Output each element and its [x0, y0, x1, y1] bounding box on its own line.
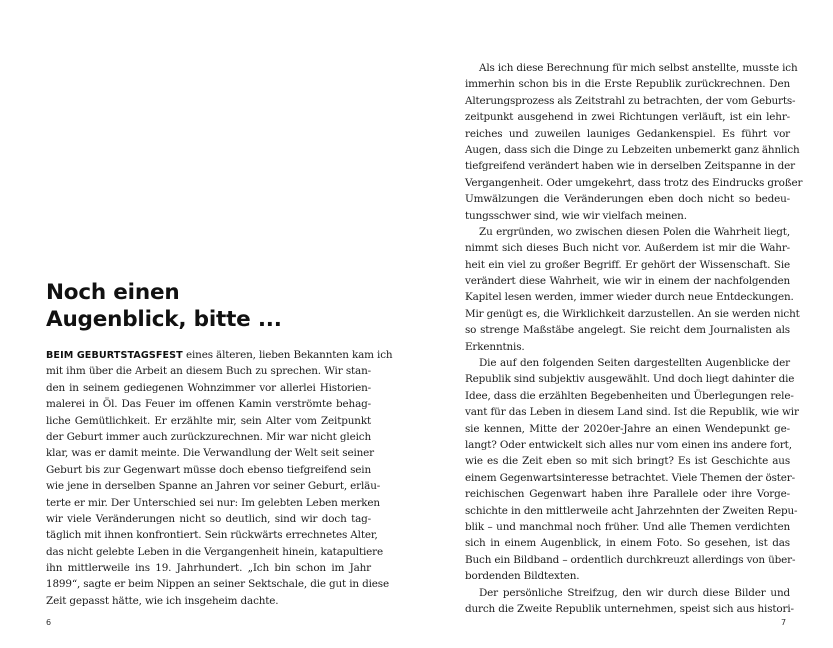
body-line: einem Gegenwartsinteresse betrachtet. Viele Themen der öster-	[465, 471, 795, 484]
body-line: mit ihm über die Arbeit an diesem Buch zu sprechen. Wir stan-	[46, 365, 371, 378]
body-line: Umwälzungen die Veränderungen eben doch nicht so bedeu-	[465, 193, 790, 206]
body-line: heit ein viel zu großer Begriff. Er gehört der Wissenschaft. Sie	[465, 258, 790, 271]
body-line: durch die Zweite Republik unternehmen, speist sich aus histori-	[465, 602, 794, 615]
body-line: schichte in den mittlerweile acht Jahrzehnten der Zweiten Repu-	[465, 504, 798, 517]
body-line: Vergangenheit. Oder umgekehrt, dass trotz des Eindrucks großer	[465, 176, 803, 189]
body-line: wie jene in derselben Spanne an Jahren vor seiner Geburt, erläu-	[46, 480, 381, 493]
body-line: täglich mit ihnen konfrontiert. Sein rückwärts errechnetes Alter,	[46, 529, 378, 542]
body-line: bordenden Bildtexten.	[465, 570, 580, 583]
page-number-right: 7	[781, 618, 787, 627]
body-line: klar, was er damit meinte. Die Verwandlung der Welt seit seiner	[46, 447, 374, 460]
body-line: Augen, dass sich die Dinge zu Lebzeiten unbemerkt ganz ähnlich	[465, 143, 800, 156]
left-body-text	[46, 347, 393, 609]
body-line: ihn mittlerweile ins 19. Jahrhundert. „Ich bin schon im Jahr	[46, 562, 371, 575]
body-line: Zeit gepasst hätte, wie ich insgeheim dachte.	[46, 594, 279, 607]
body-line: immerhin schon bis in die Erste Republik zurückrechnen. Den	[465, 78, 790, 91]
body-line: sie kennen, Mitte der 2020er-Jahre an einen Wendepunkt ge-	[465, 422, 790, 435]
body-line: der Geburt immer auch zurückzurechnen. Mir war nicht gleich	[46, 430, 371, 443]
body-line: Als ich diese Berechnung für mich selbst anstellte, musste ich	[479, 62, 798, 74]
chapter-title-line-2: Augenblick, bitte ...	[46, 307, 282, 332]
body-line: wir viele Veränderungen nicht so deutlich, sind wir doch tag-	[46, 512, 371, 525]
body-line: Kapitel lesen werden, immer wieder durch neue Entdeckungen.	[465, 291, 794, 304]
body-line: den in seinem gediegenen Wohnzimmer vor allerlei Historien-	[46, 381, 371, 394]
right-body-text	[465, 60, 803, 617]
body-line: Alterungsprozess als Zeitstrahl zu betrachten, der vom Geburts-	[465, 94, 796, 107]
body-line: Der persönliche Streifzug, den wir durch diese Bilder und	[479, 586, 790, 599]
body-line: blik – und manchmal noch früher. Und alle Themen verdichten	[465, 520, 790, 533]
body-line: das nicht gelebte Leben in die Vergangenheit hinein, katapultiere	[46, 545, 383, 558]
body-line: verändert diese Wahrheit, wie wir in einem der nachfolgenden	[465, 275, 790, 288]
chapter-title-line-1: Noch einen	[46, 280, 180, 305]
body-line: Geburt bis zur Gegenwart müsse doch ebenso tiefgreifend sein	[46, 463, 371, 476]
body-line: Zu ergründen, wo zwischen diesen Polen die Wahrheit liegt,	[479, 225, 790, 238]
body-line: reiches und zuweilen launiges Gedankenspiel. Es führt vor	[465, 127, 790, 140]
paragraph	[465, 355, 799, 584]
body-line: Republik sind subjektiv ausgewählt. Und doch liegt dahinter die	[465, 373, 795, 386]
body-line: Erkenntnis.	[465, 340, 525, 353]
body-line-first	[46, 347, 393, 363]
body-line: sich in einem Augenblick, in einem Foto. So gesehen, ist das	[465, 537, 790, 550]
paragraph	[465, 585, 794, 618]
body-line: vant für das Leben in diesem Land sind. Ist die Republik, wie wir	[465, 406, 799, 419]
body-line: Buch ein Bildband – ordentlich durchkreuzt allerdings von über-	[465, 553, 796, 566]
body-line: langt? Oder entwickelt sich alles nur vom einen ins andere fort,	[465, 438, 792, 451]
body-line: 1899“, sagte er beim Nippen an seiner Sektschale, die gut in diese	[46, 578, 389, 591]
body-line: reichischen Gegenwart haben ihre Parallele oder ihre Vorge-	[465, 488, 790, 501]
body-line: Die auf den folgenden Seiten dargestellten Augenblicke der	[479, 357, 790, 370]
body-line: Idee, dass die erzählten Begebenheiten und Überlegungen rele-	[465, 389, 794, 402]
body-line: wie es die Zeit eben so mit sich bringt? Es ist Geschichte aus	[465, 455, 790, 468]
page-number-left: 6	[46, 618, 52, 627]
body-line: so strenge Maßstäbe angelegt. Sie reicht dem Journalisten als	[465, 324, 790, 337]
lead-in-text: BEIM GEBURTSTAGSFEST	[46, 350, 183, 361]
body-line: zeitpunkt ausgehend in zwei Richtungen verläuft, ist ein lehr-	[465, 111, 790, 124]
first-line-text: eines älteren, lieben Bekannten kam ich	[182, 349, 393, 361]
body-line: nimmt sich dieses Buch nicht vor. Außerdem ist mir die Wahr-	[465, 242, 790, 255]
body-line: tungsschwer sind, wie wir vielfach meinen.	[465, 209, 687, 222]
body-line: malerei in Öl. Das Feuer im offenen Kamin verströmte behag-	[46, 398, 371, 411]
chapter-title	[46, 279, 386, 333]
body-line: Mir genügt es, die Wirklichkeit darzustellen. An sie werden nicht	[465, 307, 800, 320]
left-page	[0, 0, 416, 648]
paragraph	[465, 60, 803, 224]
body-line: terte er mir. Der Unterschied sei nur: Im gelebten Leben merken	[46, 496, 380, 509]
body-line: tiefgreifend verändert haben wie in derselben Zeitspanne in der	[465, 160, 795, 173]
paragraph	[465, 224, 800, 355]
right-page	[417, 0, 833, 648]
body-line: liche Gemütlichkeit. Er erzählte mir, sein Alter vom Zeitpunkt	[46, 414, 371, 427]
